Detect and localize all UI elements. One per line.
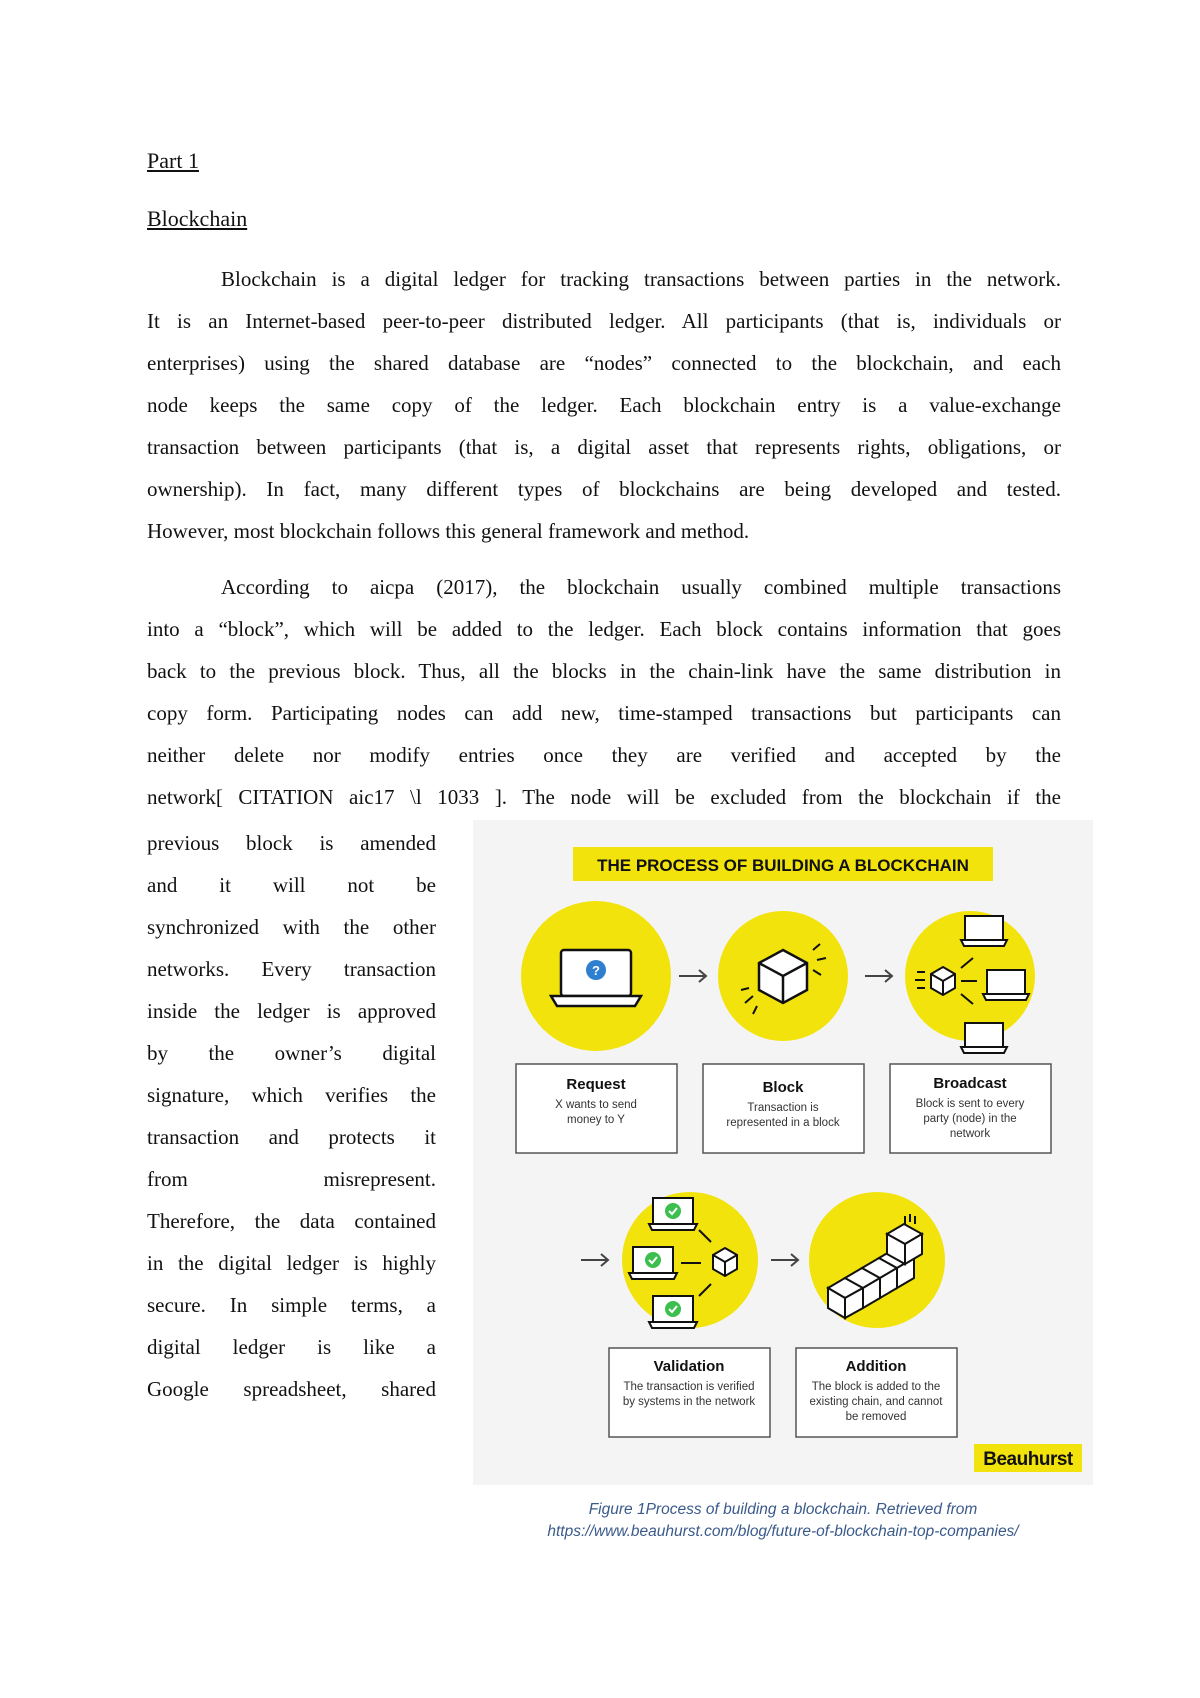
step-description: money to Y xyxy=(567,1114,625,1126)
step-title: Broadcast xyxy=(933,1075,1007,1092)
step-description: The block is added to the xyxy=(811,1381,941,1393)
step-description: The transaction is verified xyxy=(623,1381,755,1393)
part-heading: Part 1 xyxy=(147,148,199,173)
text-line: back to the previous block. Thus, all the blocks in the chain-link have the same distribution in xyxy=(147,659,1061,683)
text-line: into a “block”, which will be added to the ledger. Each block contains information that goes xyxy=(147,617,1061,641)
caption-source-url: https://www.beauhurst.com/blog/future-of-blockchain-top-companies/ xyxy=(547,1523,1019,1540)
step-description: party (node) in the xyxy=(923,1113,1017,1125)
paragraph-1 xyxy=(147,258,1061,552)
text-line: Google spreadsheet, shared xyxy=(147,1377,436,1401)
figure-title: THE PROCESS OF BUILDING A BLOCKCHAIN xyxy=(597,856,969,875)
text-line: digital ledger is like a xyxy=(147,1335,436,1359)
figure-caption xyxy=(473,1499,1093,1543)
text-line: by the owner’s digital xyxy=(147,1041,436,1065)
step-box-block xyxy=(703,1064,864,1153)
svg-text:?: ? xyxy=(592,963,600,978)
step-box-broadcast xyxy=(890,1064,1051,1153)
text-line: previous block is amended xyxy=(147,831,436,855)
arrow-right-icon xyxy=(679,970,706,982)
paragraph-2-wrapped-text xyxy=(147,822,436,1410)
text-line: signature, which verifies the xyxy=(147,1083,436,1107)
text-line: in the digital ledger is highly xyxy=(147,1251,436,1275)
text-line: enterprises) using the shared database are “nodes” connected to the blockchain, and each xyxy=(147,351,1061,375)
step-title: Block xyxy=(762,1079,804,1096)
step-description: X wants to send xyxy=(555,1099,637,1111)
arrow-right-icon xyxy=(771,1254,798,1266)
step-description: existing chain, and cannot xyxy=(809,1396,943,1408)
step-title: Validation xyxy=(653,1358,725,1375)
brand-logo: Beauhurst xyxy=(983,1449,1073,1470)
text-line: and it will not be xyxy=(147,873,436,897)
text-line: network[ CITATION aic17 \l 1033 ]. The node will be excluded from the blockchain if the xyxy=(147,785,1061,809)
text-line: It is an Internet-based peer-to-peer distributed ledger. All participants (that is, individuals or xyxy=(147,309,1061,333)
paragraph-2 xyxy=(147,566,1061,818)
text-line: node keeps the same copy of the ledger. Each blockchain entry is a value-exchange xyxy=(147,393,1061,417)
step-description: Transaction is xyxy=(747,1102,819,1114)
text-line: ownership). In fact, many different types of blockchains are being developed and tested. xyxy=(147,477,1061,501)
step-description: represented in a block xyxy=(726,1117,840,1129)
text-line: neither delete nor modify entries once they are verified and accepted by the xyxy=(147,743,1061,767)
text-line: transaction and protects it xyxy=(147,1125,436,1149)
text-line: transaction between participants (that is, a digital asset that represents rights, obligations, or xyxy=(147,435,1061,459)
text-line: from misrepresent. xyxy=(147,1167,436,1191)
step-box-validation xyxy=(609,1348,770,1437)
step-box-request xyxy=(516,1064,677,1153)
text-line: Therefore, the data contained xyxy=(147,1209,436,1233)
blockchain-process-figure xyxy=(473,820,1093,1485)
text-line: According to aicpa (2017), the blockchain usually combined multiple transactions xyxy=(221,575,1061,599)
arrow-right-icon xyxy=(865,970,892,982)
step-title: Addition xyxy=(845,1358,907,1375)
arrow-right-icon xyxy=(581,1254,608,1266)
step-description: by systems in the network xyxy=(622,1396,756,1408)
laptop-icon xyxy=(551,950,641,1006)
section-heading: Blockchain xyxy=(147,206,248,231)
text-line: secure. In simple terms, a xyxy=(147,1293,436,1317)
step-title: Request xyxy=(566,1076,626,1093)
text-line: copy form. Participating nodes can add new, time-stamped transactions but participants can xyxy=(147,701,1061,725)
step-description: be removed xyxy=(845,1411,907,1423)
text-line: Blockchain is a digital ledger for tracking transactions between parties in the network. xyxy=(221,267,1061,291)
caption-line: Figure 1Process of building a blockchain. Retrieved from xyxy=(588,1501,978,1518)
text-line: synchronized with the other xyxy=(147,915,436,939)
step-description: Block is sent to every xyxy=(915,1098,1025,1110)
step-box-addition xyxy=(796,1348,957,1437)
infographic xyxy=(473,820,1093,1485)
text-line: networks. Every transaction xyxy=(147,957,436,981)
step-description: network xyxy=(949,1128,991,1140)
text-line: inside the ledger is approved xyxy=(147,999,436,1023)
text-line: However, most blockchain follows this general framework and method. xyxy=(147,519,750,543)
